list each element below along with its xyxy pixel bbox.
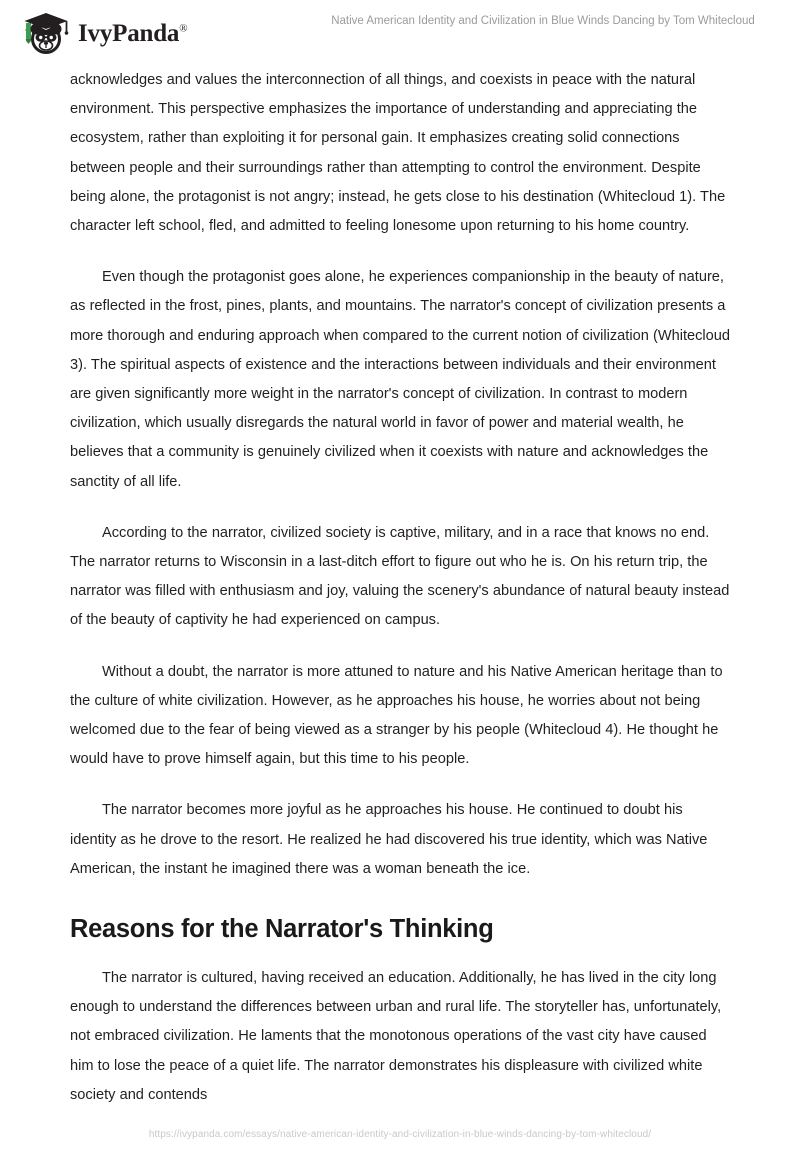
document-body: [70, 66, 732, 1132]
paragraph: The narrator becomes more joyful as he approaches his house. He continued to doubt his identity as he drove to the resort. He realized he had discovered his true identity, which was Native American, the instant he imagined there was a woman beneath the ice.: [70, 802, 708, 877]
page-footer: [0, 1124, 800, 1142]
paragraph: According to the narrator, civilized society is captive, military, and in a race that knows no end. The narrator returns to Wisconsin in a last-ditch effort to figure out who he is. On his return trip, the narrator was filled with enthusiasm and joy, valuing the scenery's abundance of natural beauty instead of the beauty of captivity he had experienced on campus.: [70, 524, 730, 629]
paragraph: The narrator is cultured, having received an education. Additionally, he has lived in the city long enough to understand the differences between urban and rural life. The storyteller has, unfortunately, not embraced civilization. He laments that the monotonous operations of the vast city have caused him to lose the peace of a quiet life. The narrator demonstrates his displeasure with civilized white society and contends: [70, 969, 722, 1103]
registered-trademark-mark: ®: [179, 22, 188, 35]
section-heading: Reasons for the Narrator's Thinking: [70, 915, 494, 944]
source-url-link[interactable]: https://ivypanda.com/essays/native-american-identity-and-civilization-in-blue-winds-dancing-by-tom-whitecloud/: [148, 1129, 652, 1140]
ivypanda-logo-link[interactable]: [18, 10, 187, 56]
paragraph: Without a doubt, the narrator is more attuned to nature and his Native American heritage than to the culture of white civilization. However, as he approaches his house, he worries about not being welcomed due to the fear of being viewed as a stranger by his people (Whitecloud 4). He thought he would have to prove himself again, but this time to his people.: [70, 663, 723, 768]
brand-name: [78, 21, 187, 46]
page-header: [0, 0, 800, 62]
document-title: Native American Identity and Civilization in Blue Winds Dancing by Tom Whitecloud: [331, 15, 755, 27]
paragraph: acknowledges and values the interconnection of all things, and coexists in peace with the natural environment. This perspective emphasizes the importance of understanding and appreciating the ecosystem, rather than exploiting it for personal gain. It emphasizes creating solid connections between people and their surroundings rather than attempting to control the environment. Despite being alone, the protagonist is not angry; instead, he gets close to his destination (Whitecloud 1). The character left school, fled, and admitted to feeling lonesome upon returning to his home country.: [70, 72, 726, 235]
paragraph: Even though the protagonist goes alone, he experiences companionship in the beauty of nature, as reflected in the frost, pines, plants, and mountains. The narrator's concept of civilization presents a more thorough and enduring approach when compared to the current notion of civilization (Whitecloud 3). The spiritual aspects of existence and the interactions between individuals and their environment are given significantly more weight in the narrator's concept of civilization. In contrast to modern civilization, which usually disregards the natural world in favor of power and material wealth, he believes that a community is genuinely civilized when it coexists with nature and acknowledges the sanctity of all life.: [70, 269, 731, 490]
brand-name-text: IvyPanda: [78, 19, 180, 47]
panda-graduate-logo-icon: [18, 10, 70, 56]
